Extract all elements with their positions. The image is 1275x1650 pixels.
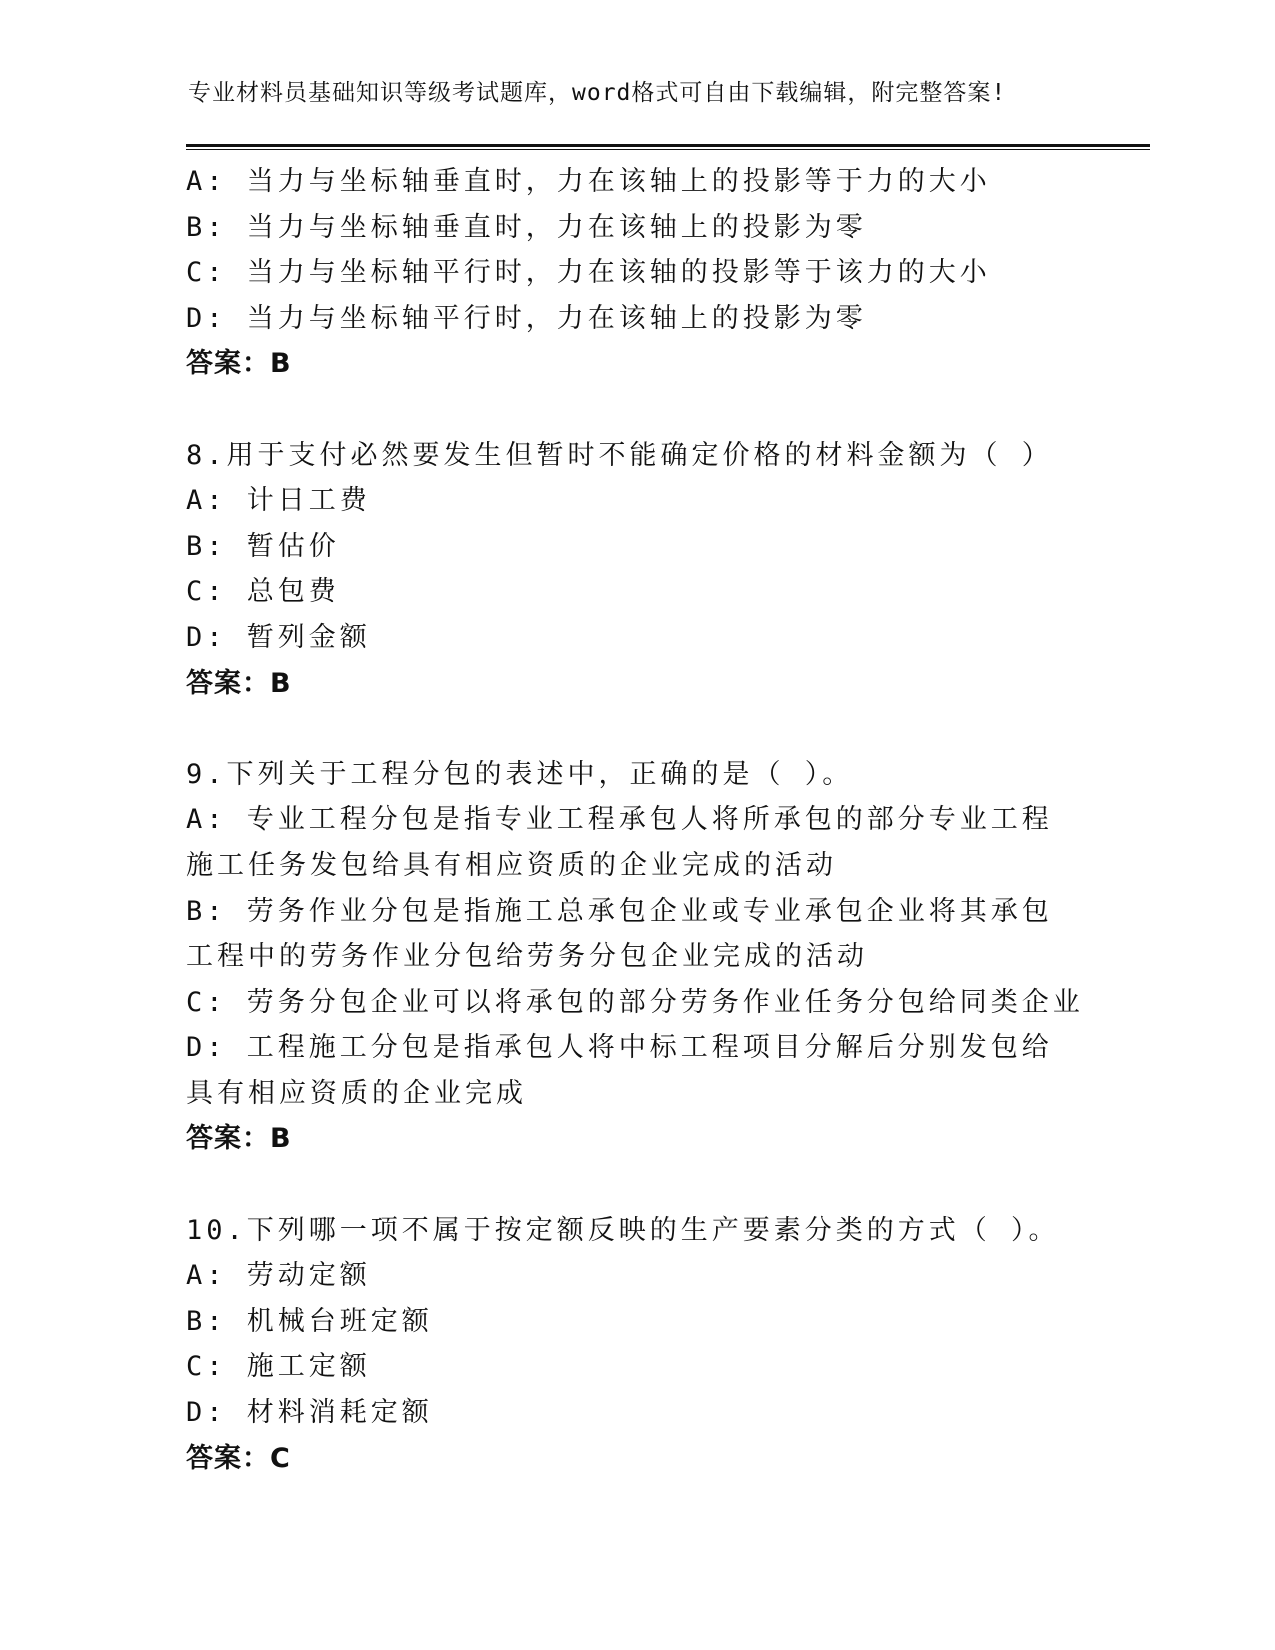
- answer: 答案：C: [186, 1442, 291, 1474]
- option-d: D: 工程施工分包是指承包人将中标工程项目分解后分别发包给具有相应资质的企业完成: [186, 1032, 1053, 1109]
- question-text: 8.用于支付必然要发生但暂时不能确定价格的材料金额为（ ）: [186, 439, 1053, 471]
- question-content: [186, 159, 1086, 1481]
- question-text: 9.下列关于工程分包的表述中，正确的是（ ）。: [186, 758, 854, 790]
- option-c: C: 施工定额: [186, 1351, 371, 1383]
- option-b: B: 劳务作业分包是指施工总承包企业或专业承包企业将其承包工程中的劳务作业分包给劳务分包企业完成的活动: [186, 895, 1053, 973]
- question-text: 10.下列哪一项不属于按定额反映的生产要素分类的方式（ ）。: [186, 1214, 1060, 1246]
- header-rule-thin: [186, 149, 1150, 150]
- option-c: C: 劳务分包企业可以将承包的部分劳务作业任务分包给同类企业: [186, 986, 1084, 1018]
- question-block-continued: [186, 159, 1086, 387]
- option-a: A: 劳动定额: [186, 1260, 371, 1292]
- spacer: [186, 387, 1086, 433]
- option-d: D: 当力与坐标轴平行时，力在该轴上的投影为零: [186, 302, 867, 334]
- option-a: A: 当力与坐标轴垂直时，力在该轴上的投影等于力的大小: [186, 166, 991, 197]
- option-b: B: 暂估价: [186, 530, 340, 562]
- spacer: [186, 1162, 1086, 1208]
- question-block-10: [186, 1208, 1086, 1482]
- spacer: [186, 706, 1086, 752]
- option-a: A: 计日工费: [186, 485, 371, 517]
- question-block-9: [186, 752, 1086, 1162]
- answer: 答案：B: [186, 348, 292, 380]
- answer: 答案：B: [186, 1123, 292, 1155]
- option-a: A: 专业工程分包是指专业工程承包人将所承包的部分专业工程施工任务发包给具有相应资质的企业完成的活动: [186, 804, 1053, 881]
- option-c: C: 当力与坐标轴平行时，力在该轴的投影等于该力的大小: [186, 257, 991, 289]
- option-d: D: 暂列金额: [186, 621, 371, 653]
- page-header: 专业材料员基础知识等级考试题库，word格式可自由下载编辑，附完整答案!: [188, 80, 1007, 106]
- option-b: B: 当力与坐标轴垂直时，力在该轴上的投影为零: [186, 211, 867, 243]
- answer: 答案：B: [186, 667, 292, 699]
- header-rule-thick: [186, 144, 1150, 147]
- option-c: C: 总包费: [186, 576, 340, 608]
- question-block-8: [186, 433, 1086, 707]
- option-d: D: 材料消耗定额: [186, 1397, 433, 1429]
- option-b: B: 机械台班定额: [186, 1305, 433, 1337]
